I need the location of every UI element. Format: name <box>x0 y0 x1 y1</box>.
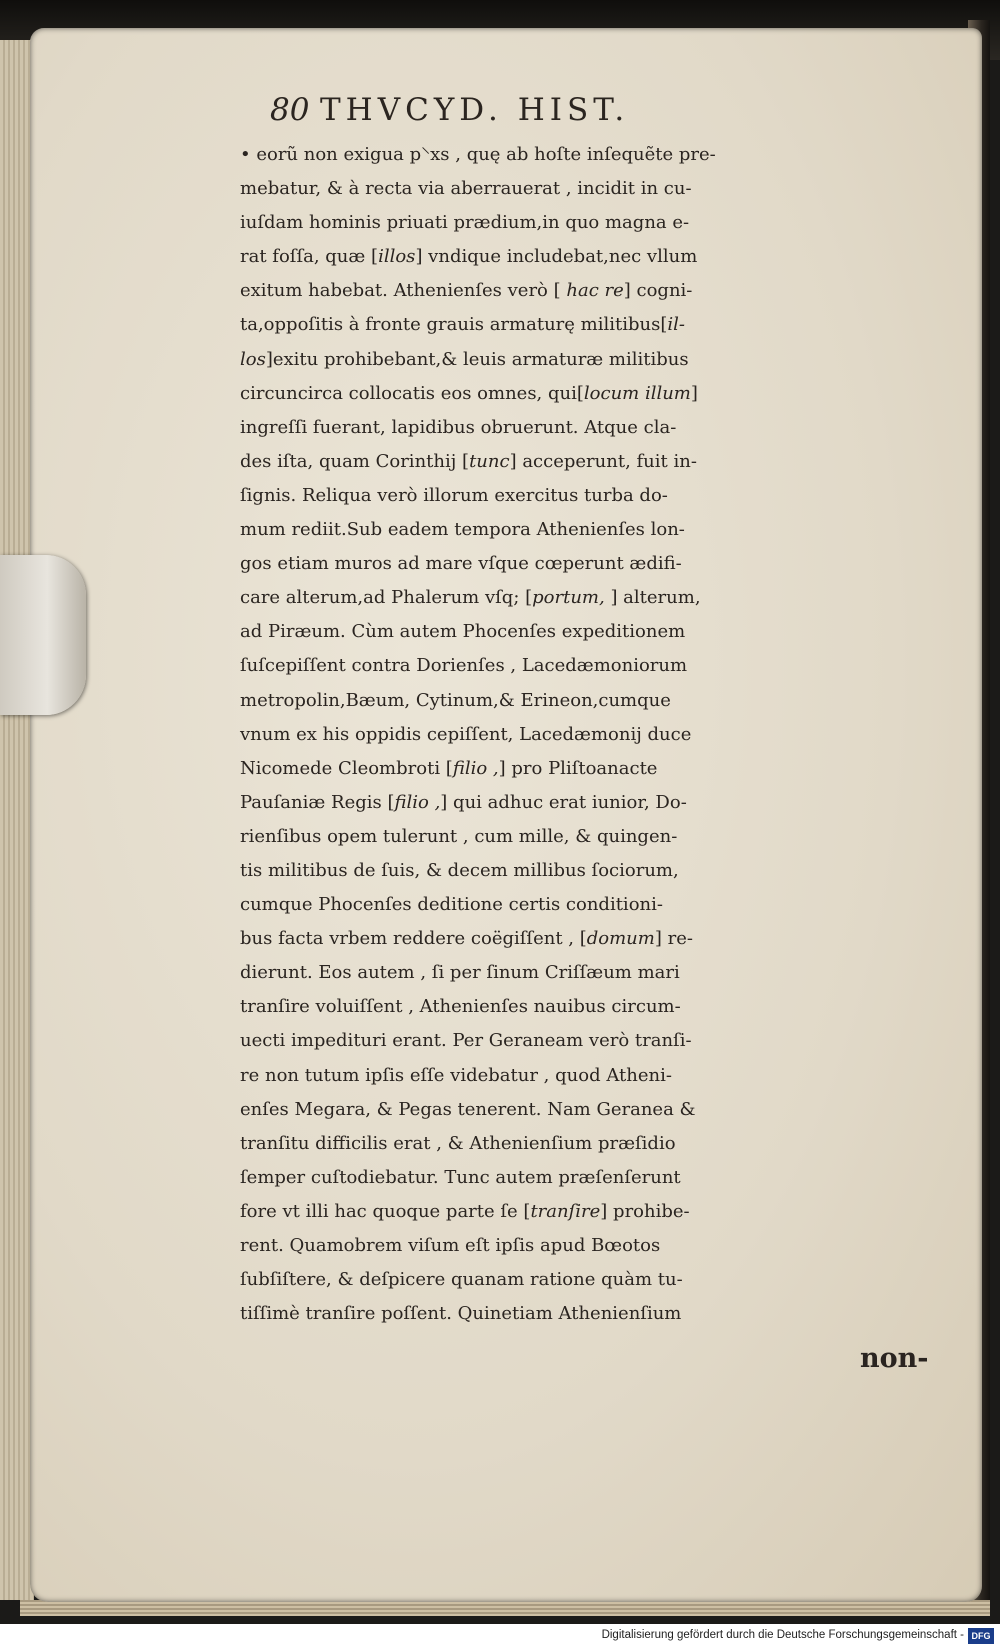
line-text: gos etiam muros ad mare vſque cœperunt ædifi- <box>240 553 682 575</box>
line-text: bus facta vrbem reddere coëgiſſent , [ <box>240 928 587 950</box>
line-text: uecti impedituri erant. Per Geraneam verò tranſi- <box>240 1030 692 1052</box>
line-text: Pauſaniæ Regis [ <box>240 791 395 813</box>
line-text-continued: ] <box>690 382 698 404</box>
line-text-continued: ] pro Pliſtoanacte <box>498 757 658 779</box>
text-line <box>240 308 980 342</box>
text-line <box>240 343 980 377</box>
bracketed-insertion: portum, <box>532 587 605 609</box>
line-text: dierunt. Eos autem , ſi per ſinum Criſſæum mari <box>240 962 680 984</box>
line-text: ſemper cuſtodiebatur. Tunc autem præſenſerunt <box>240 1166 681 1188</box>
page-number: 80 <box>270 92 310 128</box>
line-text: tis militibus de ſuis, & decem millibus ſociorum, <box>240 859 679 881</box>
line-text: tiſſimè tranſire poſſent. Quinetiam Athenienſium <box>240 1303 682 1325</box>
text-line <box>240 138 980 172</box>
line-text: Nicomede Cleombroti [ <box>240 757 453 779</box>
text-line <box>240 956 980 990</box>
text-line <box>240 581 980 615</box>
text-line <box>240 1127 980 1161</box>
line-text-continued: ] acceperunt, fuit in- <box>509 450 697 472</box>
text-line <box>240 1161 980 1195</box>
line-text: rent. Quamobrem viſum eſt ipſis apud Bœotos <box>240 1235 661 1256</box>
digitization-footer <box>0 1624 1000 1650</box>
text-line <box>240 1093 980 1127</box>
line-text-continued: ] alterum, <box>604 587 701 609</box>
line-text: ad Piræum. Cùm autem Phocenſes expeditionem <box>240 621 686 643</box>
text-line <box>240 172 980 206</box>
line-text: vnum ex his oppidis cepiſſent, Lacedæmonij duce <box>240 723 692 745</box>
line-text: ingreſſi fuerant, lapidibus obruerunt. Atque cla- <box>240 416 677 438</box>
text-line <box>240 990 980 1024</box>
bracketed-insertion: illos <box>378 246 416 268</box>
text-line <box>240 274 980 308</box>
text-line <box>240 922 980 956</box>
bracketed-insertion: hac re <box>566 280 624 302</box>
line-text: re non tutum ipſis eſſe videbatur , quod Atheni- <box>240 1064 672 1086</box>
text-line <box>240 786 980 820</box>
text-line <box>240 1263 980 1297</box>
bracketed-insertion: los <box>240 348 266 370</box>
line-text: • eorũ non exigua p⸌xs , quę ab hoſte inſequẽte pre- <box>240 144 716 165</box>
text-line <box>240 718 980 752</box>
line-text: des iſta, quam Corinthij [ <box>240 450 470 472</box>
running-head <box>270 92 830 132</box>
bracketed-insertion: domum <box>586 928 655 950</box>
text-line <box>240 854 980 888</box>
dfg-logo: DFG <box>968 1628 994 1644</box>
text-line <box>240 513 980 547</box>
text-line <box>240 411 980 445</box>
line-text: exitum habebat. Athenienſes verò [ <box>240 280 567 302</box>
bracketed-insertion: tunc <box>469 450 510 472</box>
line-text: rat foſſa, quæ [ <box>240 246 379 268</box>
line-text-continued: ] cogni- <box>623 280 693 302</box>
book-gutter-stack <box>0 40 34 1600</box>
text-line <box>240 649 980 683</box>
bracketed-insertion: tranſire <box>530 1200 601 1222</box>
line-text-continued: ] re- <box>654 928 693 950</box>
line-text: tranſire voluiſſent , Athenienſes nauibus circum- <box>240 996 681 1018</box>
bracketed-insertion: il- <box>667 314 685 336</box>
line-text: ſuſcepiſſent contra Dorienſes , Lacedæmoniorum <box>240 655 688 677</box>
line-text: circuncirca collocatis eos omnes, qui[ <box>240 382 584 404</box>
text-line <box>240 1229 980 1263</box>
line-text: ſignis. Reliqua verò illorum exercitus turba do- <box>240 484 668 506</box>
body-text <box>240 138 980 1331</box>
bracketed-insertion: filio , <box>452 757 499 779</box>
line-text-continued: ] prohibe- <box>600 1200 690 1222</box>
page-clip <box>0 555 86 715</box>
line-text: cumque Phocenſes deditione certis conditioni- <box>240 894 663 916</box>
text-line <box>240 888 980 922</box>
line-text: fore vt illi hac quoque parte ſe [ <box>240 1200 531 1222</box>
text-line <box>240 1195 980 1229</box>
line-text-continued: ] qui adhuc erat iunior, Do- <box>440 791 687 813</box>
line-text: enſes Megara, & Pegas tenerent. Nam Geranea & <box>240 1098 696 1120</box>
line-text-continued: ] vndique includebat,nec vllum <box>415 246 698 268</box>
line-text: mebatur, & à recta via aberrauerat , incidit in cu- <box>240 178 692 200</box>
bracketed-insertion: filio , <box>394 791 441 813</box>
line-text: care alterum,ad Phalerum vſq; [ <box>240 587 533 609</box>
text-line <box>240 240 980 274</box>
text-line <box>240 820 980 854</box>
line-text: ta,oppoſitis à fronte grauis armaturę militibus[ <box>240 314 668 336</box>
text-line <box>240 1059 980 1093</box>
catchword: non- <box>860 1343 929 1374</box>
line-text: rienſibus opem tulerunt , cum mille, & quingen- <box>240 825 678 847</box>
text-line <box>240 615 980 649</box>
bracketed-insertion: locum illum <box>583 382 691 404</box>
text-line <box>240 684 980 718</box>
text-line <box>240 1297 980 1331</box>
text-line <box>240 752 980 786</box>
text-line <box>240 479 980 513</box>
line-text: metropolin,Bæum, Cytinum,& Erineon,cumque <box>240 689 671 711</box>
line-text: mum rediit.Sub eadem tempora Athenienſes lon- <box>240 519 685 541</box>
funding-note: Digitalisierung gefördert durch die Deutsche Forschungsgemeinschaft - <box>601 1629 964 1641</box>
text-line <box>240 1024 980 1058</box>
line-text-continued: ]exitu prohibebant,& leuis armaturæ militibus <box>265 348 689 370</box>
text-line <box>240 206 980 240</box>
running-title: THVCYD. HIST. <box>320 92 630 128</box>
page-stack-bottom <box>20 1600 990 1616</box>
line-text: iuſdam hominis priuati prædium,in quo magna e- <box>240 212 690 234</box>
text-line <box>240 445 980 479</box>
text-line <box>240 377 980 411</box>
line-text: tranſitu difficilis erat , & Athenienſium præſidio <box>240 1132 676 1154</box>
text-line <box>240 547 980 581</box>
line-text: ſubſiſtere, & deſpicere quanam ratione quàm tu- <box>240 1269 683 1291</box>
